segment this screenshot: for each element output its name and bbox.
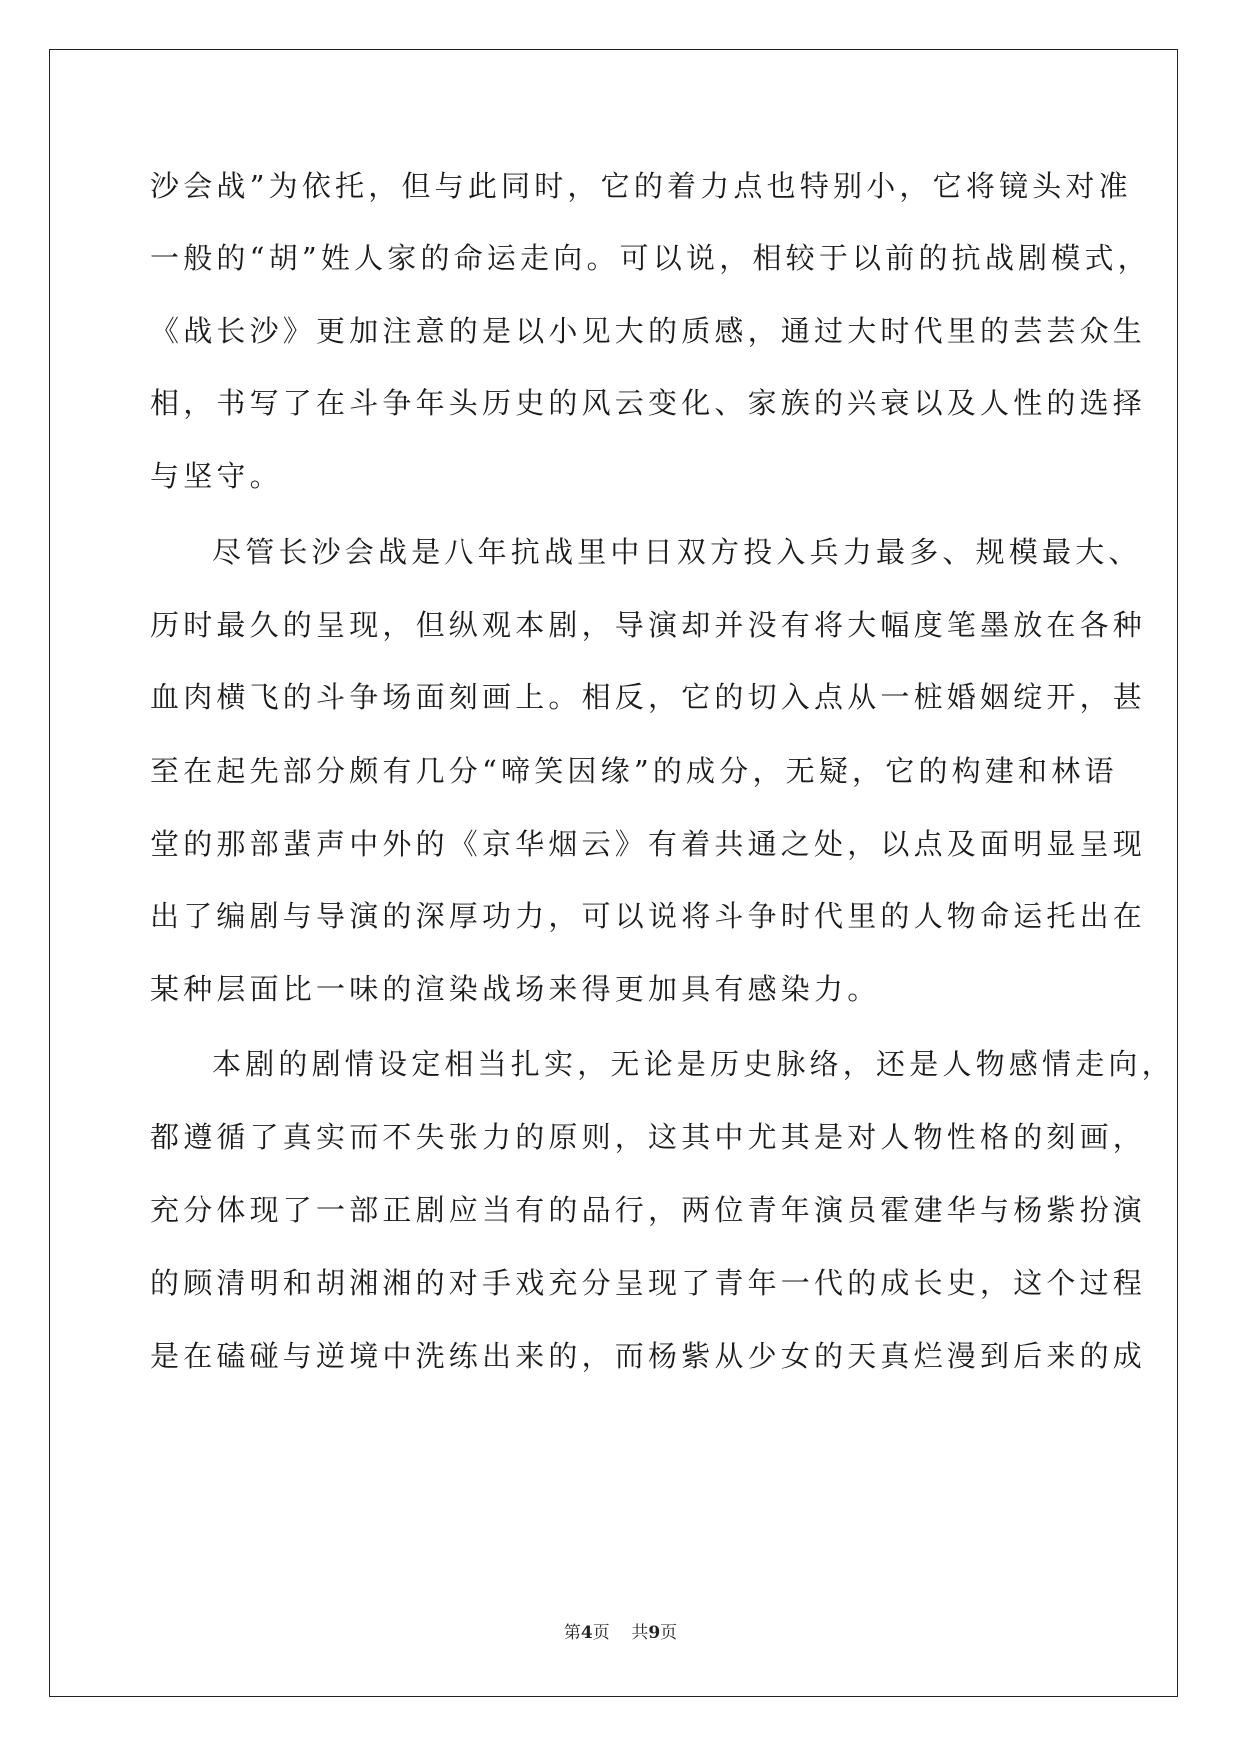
text-line: 历时最久的呈现，但纵观本剧，导演却并没有将大幅度笔墨放在各种	[150, 608, 1147, 642]
page-border	[49, 49, 1178, 1697]
total-prefix: 共	[631, 1623, 649, 1643]
text-line: 堂的那部蜚声中外的《京华烟云》有着共通之处，以点及面明显呈现	[150, 827, 1147, 861]
text-line: 相，书写了在斗争年头历史的风云变化、家族的兴衰以及人性的选择	[150, 386, 1147, 420]
page-prefix: 第	[563, 1623, 581, 1643]
text-line: 某种层面比一味的渲染战场来得更加具有感染力。	[150, 972, 881, 1006]
text-line: 充分体现了一部正剧应当有的品行，两位青年演员霍建华与杨紫扮演	[150, 1193, 1147, 1227]
text-line: 都遵循了真实而不失张力的原则，这其中尤其是对人物性格的刻画，	[150, 1120, 1147, 1154]
text-line: 血肉横飞的斗争场面刻画上。相反，它的切入点从一桩婚姻绽开，甚	[150, 680, 1147, 714]
text-line: 沙会战”为依托，但与此同时，它的着力点也特别小，它将镜头对准	[150, 169, 1132, 203]
paragraph-start-line: 尽管长沙会战是八年抗战里中日双方投入兵力最多、规模最大、	[212, 535, 1142, 569]
page-footer	[0, 1618, 1241, 1643]
paragraph-start-line: 本剧的剧情设定相当扎实，无论是历史脉络，还是人物感情走向，	[212, 1047, 1175, 1081]
page-total: 9	[648, 1623, 661, 1643]
page-unit: 页	[592, 1623, 610, 1643]
text-line: 是在磕碰与逆境中洗练出来的，而杨紫从少女的天真烂漫到后来的成	[150, 1339, 1147, 1373]
text-line: 与坚守。	[150, 459, 283, 493]
text-line: 《战长沙》更加注意的是以小见大的质感，通过大时代里的芸芸众生	[150, 314, 1147, 348]
page-number: 4	[580, 1623, 593, 1643]
text-line: 一般的“胡”姓人家的命运走向。可以说，相较于以前的抗战剧模式，	[150, 241, 1151, 275]
text-line: 出了编剧与导演的深厚功力，可以说将斗争时代里的人物命运托出在	[150, 899, 1147, 933]
total-unit: 页	[660, 1623, 678, 1643]
text-line: 的顾清明和胡湘湘的对手戏充分呈现了青年一代的成长史，这个过程	[150, 1266, 1147, 1300]
text-line: 至在起先部分颇有几分“啼笑因缘”的成分，无疑，它的构建和林语	[150, 754, 1118, 788]
